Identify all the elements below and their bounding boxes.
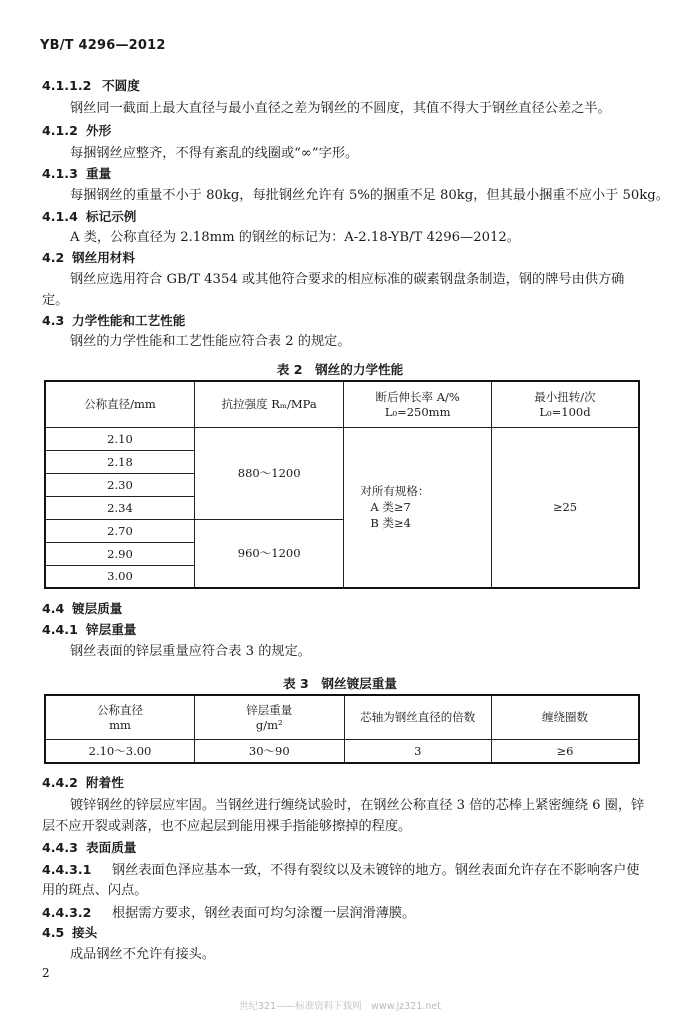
heading-4-3 — [42, 312, 185, 330]
paragraph-shape: 每捆钢丝应整齐，不得有紊乱的线圈或“∞”字形。 — [70, 146, 359, 161]
header-zinc-line-1: 锌层重量 — [246, 703, 293, 718]
header-diameter: 公称直径/mm — [45, 381, 194, 427]
paragraph-joints: 成品钢丝不允许有接头。 — [70, 947, 216, 962]
paragraph-material-2: 定。 — [42, 293, 69, 308]
paragraph-adhesion-1: 镀锌钢丝的锌层应牢固。当钢丝进行缠绕试验时，在钢丝公称直径 3 倍的芯棒上紧密缠绕 6 圈，锌 — [70, 798, 645, 813]
heading-4-4 — [42, 600, 122, 618]
heading-4-4-2 — [42, 774, 124, 792]
table-header-row — [45, 381, 639, 427]
header-elongation — [344, 381, 492, 427]
diameter-cell: 2.10 — [45, 427, 194, 450]
section-number: 4.4.1 — [42, 622, 78, 637]
section-number: 4.4.3 — [42, 840, 78, 855]
header-diameter-line-1: 公称直径 — [97, 703, 143, 718]
diameter-cell: 2.90 — [45, 542, 194, 565]
paragraph-material-1: 钢丝应选用符合 GB/T 4354 或其他符合要求的相应标准的碳素钢盘条制造，钢的牌号由供方确 — [70, 272, 625, 287]
heading-4-1-4 — [42, 208, 136, 226]
paragraph-zinc-weight: 钢丝表面的锌层重量应符合表 3 的规定。 — [70, 644, 311, 659]
diameter-cell: 2.70 — [45, 519, 194, 542]
paragraph-surface-2: 用的斑点、闪点。 — [42, 883, 148, 898]
header-tensile-strength: 抗拉强度 Rₘ/MPa — [194, 381, 343, 427]
elongation-line: 对所有规格： — [360, 484, 430, 499]
elongation-line: B 类≥4 — [370, 516, 411, 531]
paragraph-mechanical: 钢丝的力学性能和工艺性能应符合表 2 的规定。 — [70, 334, 351, 349]
header-zinc-line-2: g/m² — [255, 718, 283, 733]
header-torsion-line-1: 最小扭转/次 — [534, 390, 596, 405]
page-number: 2 — [42, 966, 50, 980]
section-title: 镀层质量 — [72, 601, 123, 616]
diameter-cell: 2.18 — [45, 450, 194, 473]
heading-4-1-2 — [42, 122, 111, 140]
header-diameter — [45, 695, 195, 739]
section-title: 锌层重量 — [86, 622, 137, 637]
section-title: 标记示例 — [86, 209, 137, 224]
heading-4-2 — [42, 249, 135, 267]
header-elongation-line-2: L₀=250mm — [384, 405, 451, 420]
section-title: 重量 — [86, 166, 112, 181]
section-title: 接头 — [72, 925, 98, 940]
header-turns: 缠绕圈数 — [492, 695, 640, 739]
table-row — [45, 427, 639, 450]
diameter-cell: 2.34 — [45, 496, 194, 519]
table-3-caption: 表 3 钢丝镀层重量 — [283, 676, 397, 691]
table-2-caption: 表 2 钢丝的力学性能 — [276, 362, 404, 377]
footer-watermark: 世纪321——标准资料下载网 www.jz321.net — [239, 1001, 441, 1012]
paragraph-weight: 每捆钢丝的重量不小于 80kg，每批钢丝允许有 5%的捆重不足 80kg，但其最小捆重不应小于 50kg。 — [70, 188, 669, 203]
section-number: 4.1.4 — [42, 209, 78, 224]
paragraph-surface-lubricant — [42, 904, 415, 923]
heading-4-5 — [42, 924, 97, 942]
section-number: 4.2 — [42, 250, 65, 265]
diameter-cell: 2.30 — [45, 473, 194, 496]
heading-4-1-1-2 — [42, 77, 140, 95]
diameter-cell: 3.00 — [45, 565, 194, 588]
section-title: 表面质量 — [86, 840, 137, 855]
turns-cell: ≥6 — [492, 739, 640, 763]
header-mandrel: 芯轴为钢丝直径的倍数 — [344, 695, 491, 739]
torsion-cell: ≥25 — [491, 427, 639, 588]
section-title: 外形 — [86, 123, 112, 138]
heading-4-4-1 — [42, 621, 136, 639]
zinc-cell: 30～90 — [195, 739, 345, 763]
paragraph-surface-1 — [42, 861, 640, 880]
diameter-cell: 2.10～3.00 — [45, 739, 195, 763]
table-2-mechanical-properties — [44, 380, 640, 589]
table-3-coating-weight — [44, 694, 640, 764]
section-number: 4.1.2 — [42, 123, 78, 138]
lubricant-text: 根据需方要求，钢丝表面可均匀涂覆一层润滑薄膜。 — [112, 906, 416, 921]
header-torsion — [491, 381, 639, 427]
header-zinc-weight — [195, 695, 345, 739]
table-row — [45, 739, 639, 763]
heading-4-4-3 — [42, 839, 136, 857]
standard-code: YB/T 4296—2012 — [40, 38, 166, 53]
elongation-cell — [344, 427, 492, 588]
section-title: 不圆度 — [102, 78, 140, 93]
section-title: 附着性 — [86, 775, 124, 790]
paragraph-adhesion-2: 层不应开裂或剥落，也不应起层到能用裸手指能够擦掉的程度。 — [42, 819, 412, 834]
surface-text-1: 钢丝表面色泽应基本一致，不得有裂纹以及未镀锌的地方。钢丝表面允许存在不影响客户使 — [112, 863, 640, 878]
section-number: 4.3 — [42, 313, 65, 328]
section-number: 4.4.3.1 — [42, 862, 92, 877]
section-number: 4.4.3.2 — [42, 905, 92, 920]
paragraph-out-of-roundness: 钢丝同一截面上最大直径与最小直径之差为钢丝的不圆度，其值不得大于钢丝直径公差之半。 — [70, 101, 611, 116]
heading-4-1-3 — [42, 165, 111, 183]
section-number: 4.1.1.2 — [42, 78, 92, 93]
section-title: 力学性能和工艺性能 — [72, 313, 186, 328]
mandrel-cell: 3 — [344, 739, 491, 763]
header-elongation-line-1: 断后伸长率 A/% — [375, 390, 460, 405]
section-number: 4.4.2 — [42, 775, 78, 790]
section-number: 4.4 — [42, 601, 65, 616]
section-title: 钢丝用材料 — [72, 250, 135, 265]
strength-cell-a: 880～1200 — [194, 427, 343, 519]
header-diameter-line-2: mm — [109, 718, 131, 733]
elongation-line: A 类≥7 — [370, 500, 411, 515]
section-number: 4.5 — [42, 925, 65, 940]
paragraph-marking-example: A 类，公称直径为 2.18mm 的钢丝的标记为：A-2.18-YB/T 4296—2012。 — [70, 230, 520, 245]
strength-cell-b: 960～1200 — [194, 519, 343, 588]
table-header-row — [45, 695, 639, 739]
section-number: 4.1.3 — [42, 166, 78, 181]
header-torsion-line-2: L₀=100d — [539, 405, 591, 420]
